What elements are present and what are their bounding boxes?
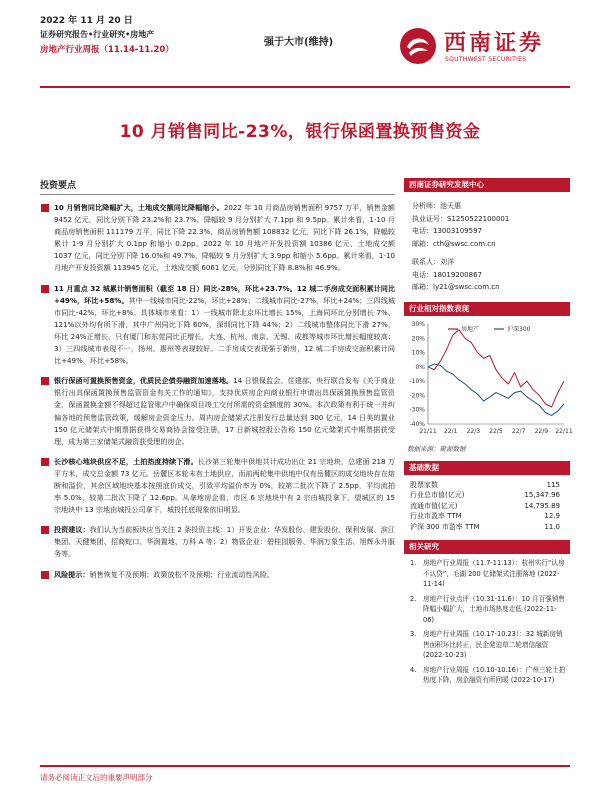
bullet-icon (41, 526, 49, 534)
key-point-title: 长沙核心地块供应不足，土拍热度持续下滑。 (54, 456, 198, 466)
y-tick-label: -40% (409, 420, 425, 428)
y-tick-label: 10% (411, 349, 425, 357)
table-row (404, 480, 570, 491)
bullet-icon (41, 204, 49, 212)
x-tick-label: 21/11 (419, 427, 437, 435)
key-point-investment-advice (40, 524, 395, 560)
key-point-body: 其中一线城市同比-22%，环比+28%；二线城市同比-27%，环比+24%；三四线城市同比-42%，环比+8%。具体城市来看：1）一线城市除北京环比增长 15%，上海同环比分别增长 7%、121%以外均有所下滑，其中广州同比下降 60%，深圳同比下降 44%；2）二线城市整体同比下滑 27%，环比 24%正增长，只有厦门和东莞同比正增长，大连、杭州、南京、无锡、成都等城市环比增长幅度较高；3）三四线城市表现不一，扬州、惠州等表现较好。二手房成交表现强于新房，12 城二手房成交面积累计同比+49%，环比+58%。 (54, 295, 395, 366)
bullet-icon (41, 458, 49, 466)
basic-data-heading: 基础数据 (404, 461, 570, 475)
report-date: 2022 年 11 月 20 日 (40, 16, 133, 26)
key-point-body: 销售恢复不及预期；政策放松不及预期；行业流动性风险。 (89, 569, 274, 579)
row-label: 沪深 300 市盈率 TTM (410, 522, 480, 531)
y-tick-label: 0% (415, 363, 425, 371)
item-text: 房地产行业点评（10.31-11.6）：10 月百强销售降幅小幅扩大，土地市场热度走低 (2022-11-06) (423, 594, 566, 624)
contact-name: 联系人：刘洋 (412, 258, 454, 266)
key-point-sales (40, 202, 395, 275)
report-title: 10 月销售同比-23%，银行保函置换预售资金 (119, 122, 481, 142)
bullet-icon (41, 285, 49, 293)
y-tick-label: 30% (411, 320, 425, 328)
industry-rating: 强于大市(维持) (264, 37, 334, 48)
key-point-changsha-land (40, 456, 395, 516)
main-content (40, 178, 395, 581)
item-text: 房地产行业周报（11.7-11.13）：杭州实行“认房不认贷”，毛湖 200 亿储架式注册落地 (2022-11-14) (423, 559, 565, 588)
row-label: 流通市值(亿元) (410, 501, 458, 510)
report-header (40, 14, 260, 58)
analyst-name: 分析师：池天惠 (412, 202, 461, 210)
analyst-cert: 执业证号：S1250522100001 (412, 214, 510, 223)
key-point-title: 11 月重点 32 城累计销售面积（截至 18 日）同比-28%，环比+23.7%。12 城二手房成交面积累计同比+49%，环比+58%。 (54, 283, 395, 305)
logo-mark-icon (398, 26, 438, 66)
basic-data-section (404, 461, 570, 533)
row-label: 行业总市值(亿元) (410, 491, 465, 499)
row-value: 12.9 (544, 512, 560, 520)
x-tick-label: 22/7 (511, 427, 526, 435)
series-line-real-estate (428, 329, 564, 406)
key-point-body: 我们认为当前板块应当关注 2 条投资主线：1）开发企业：华发股份、建发股份、保利发展、滨江集团、天健集团、招商蛇口、华润置地、万科 A 等；2）物管企业：碧桂园服务、华润万象生活、旭辉永升服务等。 (54, 525, 395, 559)
row-value: 11.0 (544, 522, 560, 531)
row-value: 14,795.89 (524, 501, 560, 510)
item-number: 2. (410, 594, 417, 603)
row-value: 115 (546, 480, 560, 489)
item-number: 1. (410, 559, 417, 567)
chart-source: 数据来源：聚源数据 (407, 444, 466, 453)
report-name: 房地产行业周报（11.14-11.20） (40, 45, 174, 55)
report-type: 证券研究报告•行业研究•房地产 (40, 30, 155, 39)
x-tick-label: 22/3 (466, 427, 481, 435)
key-point-title: 风险提示： (54, 569, 90, 579)
item-number: 3. (410, 630, 417, 638)
relative-index-chart (404, 316, 573, 442)
analyst-email[interactable]: 邮箱：cth@swsc.com.cn (412, 239, 496, 248)
table-row (404, 511, 570, 522)
related-report-link[interactable] (404, 665, 570, 686)
y-tick-label: 20% (411, 334, 425, 342)
company-logo (398, 22, 568, 74)
footer-disclaimer: 请务必阅读正文后的重要声明部分 (40, 765, 570, 783)
related-research-section (404, 540, 570, 686)
key-point-bank-guarantee (40, 375, 395, 448)
key-point-32-cities (40, 283, 395, 368)
key-point-body: 14 日银保监会、住建部、央行联合发布《关于商业银行出具保函置换预售监管资金有关工作的通知》，支持优质房企向商业银行申请出具保函置换预售监管资金，保函置换金额不得超过监管账户中确保项目竣工交付所需的资金额度的 30%。本次政策有利于统一并纠偏各地的预售监管政策，缓解房企资金压力。周内房企储架式注册发行总量达到 300 亿元，14 日美的置业 150 亿元储架式中期票据获得交易商协会接受注册，17 日新城控股公告称 150 亿元储架式中期票据获受理，成为第三家储架式融资获受理的房企。 (54, 376, 396, 446)
related-report-link[interactable] (404, 629, 570, 661)
key-point-title: 投资建议： (54, 525, 90, 535)
bullet-icon (41, 377, 49, 385)
logo-text-cn: 西南证券 (444, 30, 545, 56)
table-row (404, 522, 570, 533)
x-tick-label: 22/5 (489, 427, 503, 435)
analyst-phone: 电话：13003109597 (412, 227, 482, 235)
row-label: 行业市盈率 TTM (410, 512, 462, 520)
y-tick-label: -10% (409, 377, 425, 385)
x-tick-label: 22/9 (534, 427, 549, 435)
table-row (404, 490, 570, 501)
header-divider (40, 86, 570, 88)
contact-email[interactable]: 邮箱：ly21@swsc.com.cn (412, 283, 500, 291)
sidebar (404, 178, 573, 686)
related-research-heading: 相关研究 (404, 540, 570, 554)
key-point-title: 10 月销售同比降幅扩大，土地成交额同比降幅缩小。 (54, 203, 224, 212)
table-row (404, 501, 570, 512)
x-tick-label: 22/11 (555, 427, 573, 435)
item-text: 房地产行业周报（10.10-10.16）：广州三轮土拍热度下降，房企融资有所回暖 (2022-10-17) (423, 665, 566, 684)
related-report-link[interactable] (404, 558, 570, 590)
bullet-icon (41, 571, 49, 579)
key-point-body: 2022 年 10 月商品房销售面积 9757 万平，销售金额 9452 亿元，同比分别下降 23.2%和 23.7%，降幅较 9 月分别扩大 7.1pp 和 9.5pp。累计来看，1-10 月商品房销售面积 111179 万平，同比下降 22.3%，商品房销售额 108832 亿元，同比下降 26.1%，降幅较累计 1-9 月分别扩大 0.1pp 和缩小 0.2pp。2022 年 10 月地产开发投资额 10386 亿元，土地成交额 1037 亿元，同比分别下降 16.0%和 49.7%，降幅较 9 月分别扩大 3.9pp 和缩小 5.6pp。累计来看，1-10 月地产开发投资额 113945 亿元，土地成交额 6061 亿元，分别同比下降 8.8%和 46.9%。 (54, 203, 395, 273)
section-heading-key-points: 投资要点 (40, 178, 395, 195)
series-line-csi300 (428, 364, 564, 415)
chart-section-heading: 行业相对指数表现 (404, 302, 570, 316)
legend-label: 房地产 (461, 325, 480, 333)
row-label: 股票家数 (410, 480, 438, 489)
x-tick-label: 22/1 (443, 427, 458, 435)
y-tick-label: -30% (409, 406, 425, 414)
key-point-body: 长沙第三轮集中供地共计成功出让 21 宗地块，总建面 218 万平方米，成交总金额 73 亿元。岳麓区本轮未有土地供应，而前两轮集中供地中仅有岳麓区的成交地块存在熔断和溢价，其余区域地块基本按照底价成交，引致平均溢价率为 0%，较第二批次下降了 2.5pp，平均流拍率 5.0%，较第二批次下降了 12.6pp。从拿地房企看，市区 6 宗地块中有 2 宗由城投拿下，望城区的 15 宗地块中 13 宗地由城投公司拿下，城投托底现象依旧明显。 (54, 456, 395, 515)
key-point-risk (40, 569, 395, 581)
key-point-title: 银行保函可置换预售资金，优质民企债券融资加速落地。 (54, 376, 234, 386)
legend-label: 沪深300 (507, 325, 531, 333)
analyst-info (404, 192, 570, 294)
index-chart-section (404, 302, 573, 453)
item-text: 房地产行业周报（10.17-10.23）：32 城新房销售面积环比转正，民企発迫草二轮增信融资 (2022-10-23) (423, 630, 563, 659)
y-tick-label: -20% (409, 391, 425, 399)
contact-phone: 电话：18019200867 (412, 270, 482, 279)
item-number: 4. (410, 665, 417, 674)
related-report-link[interactable] (404, 594, 570, 626)
logo-text-en: SOUTHWEST SECURITIES (445, 56, 527, 63)
row-value: 15,347.96 (524, 491, 560, 499)
analyst-section-heading: 西南证券研究发展中心 (404, 178, 570, 192)
